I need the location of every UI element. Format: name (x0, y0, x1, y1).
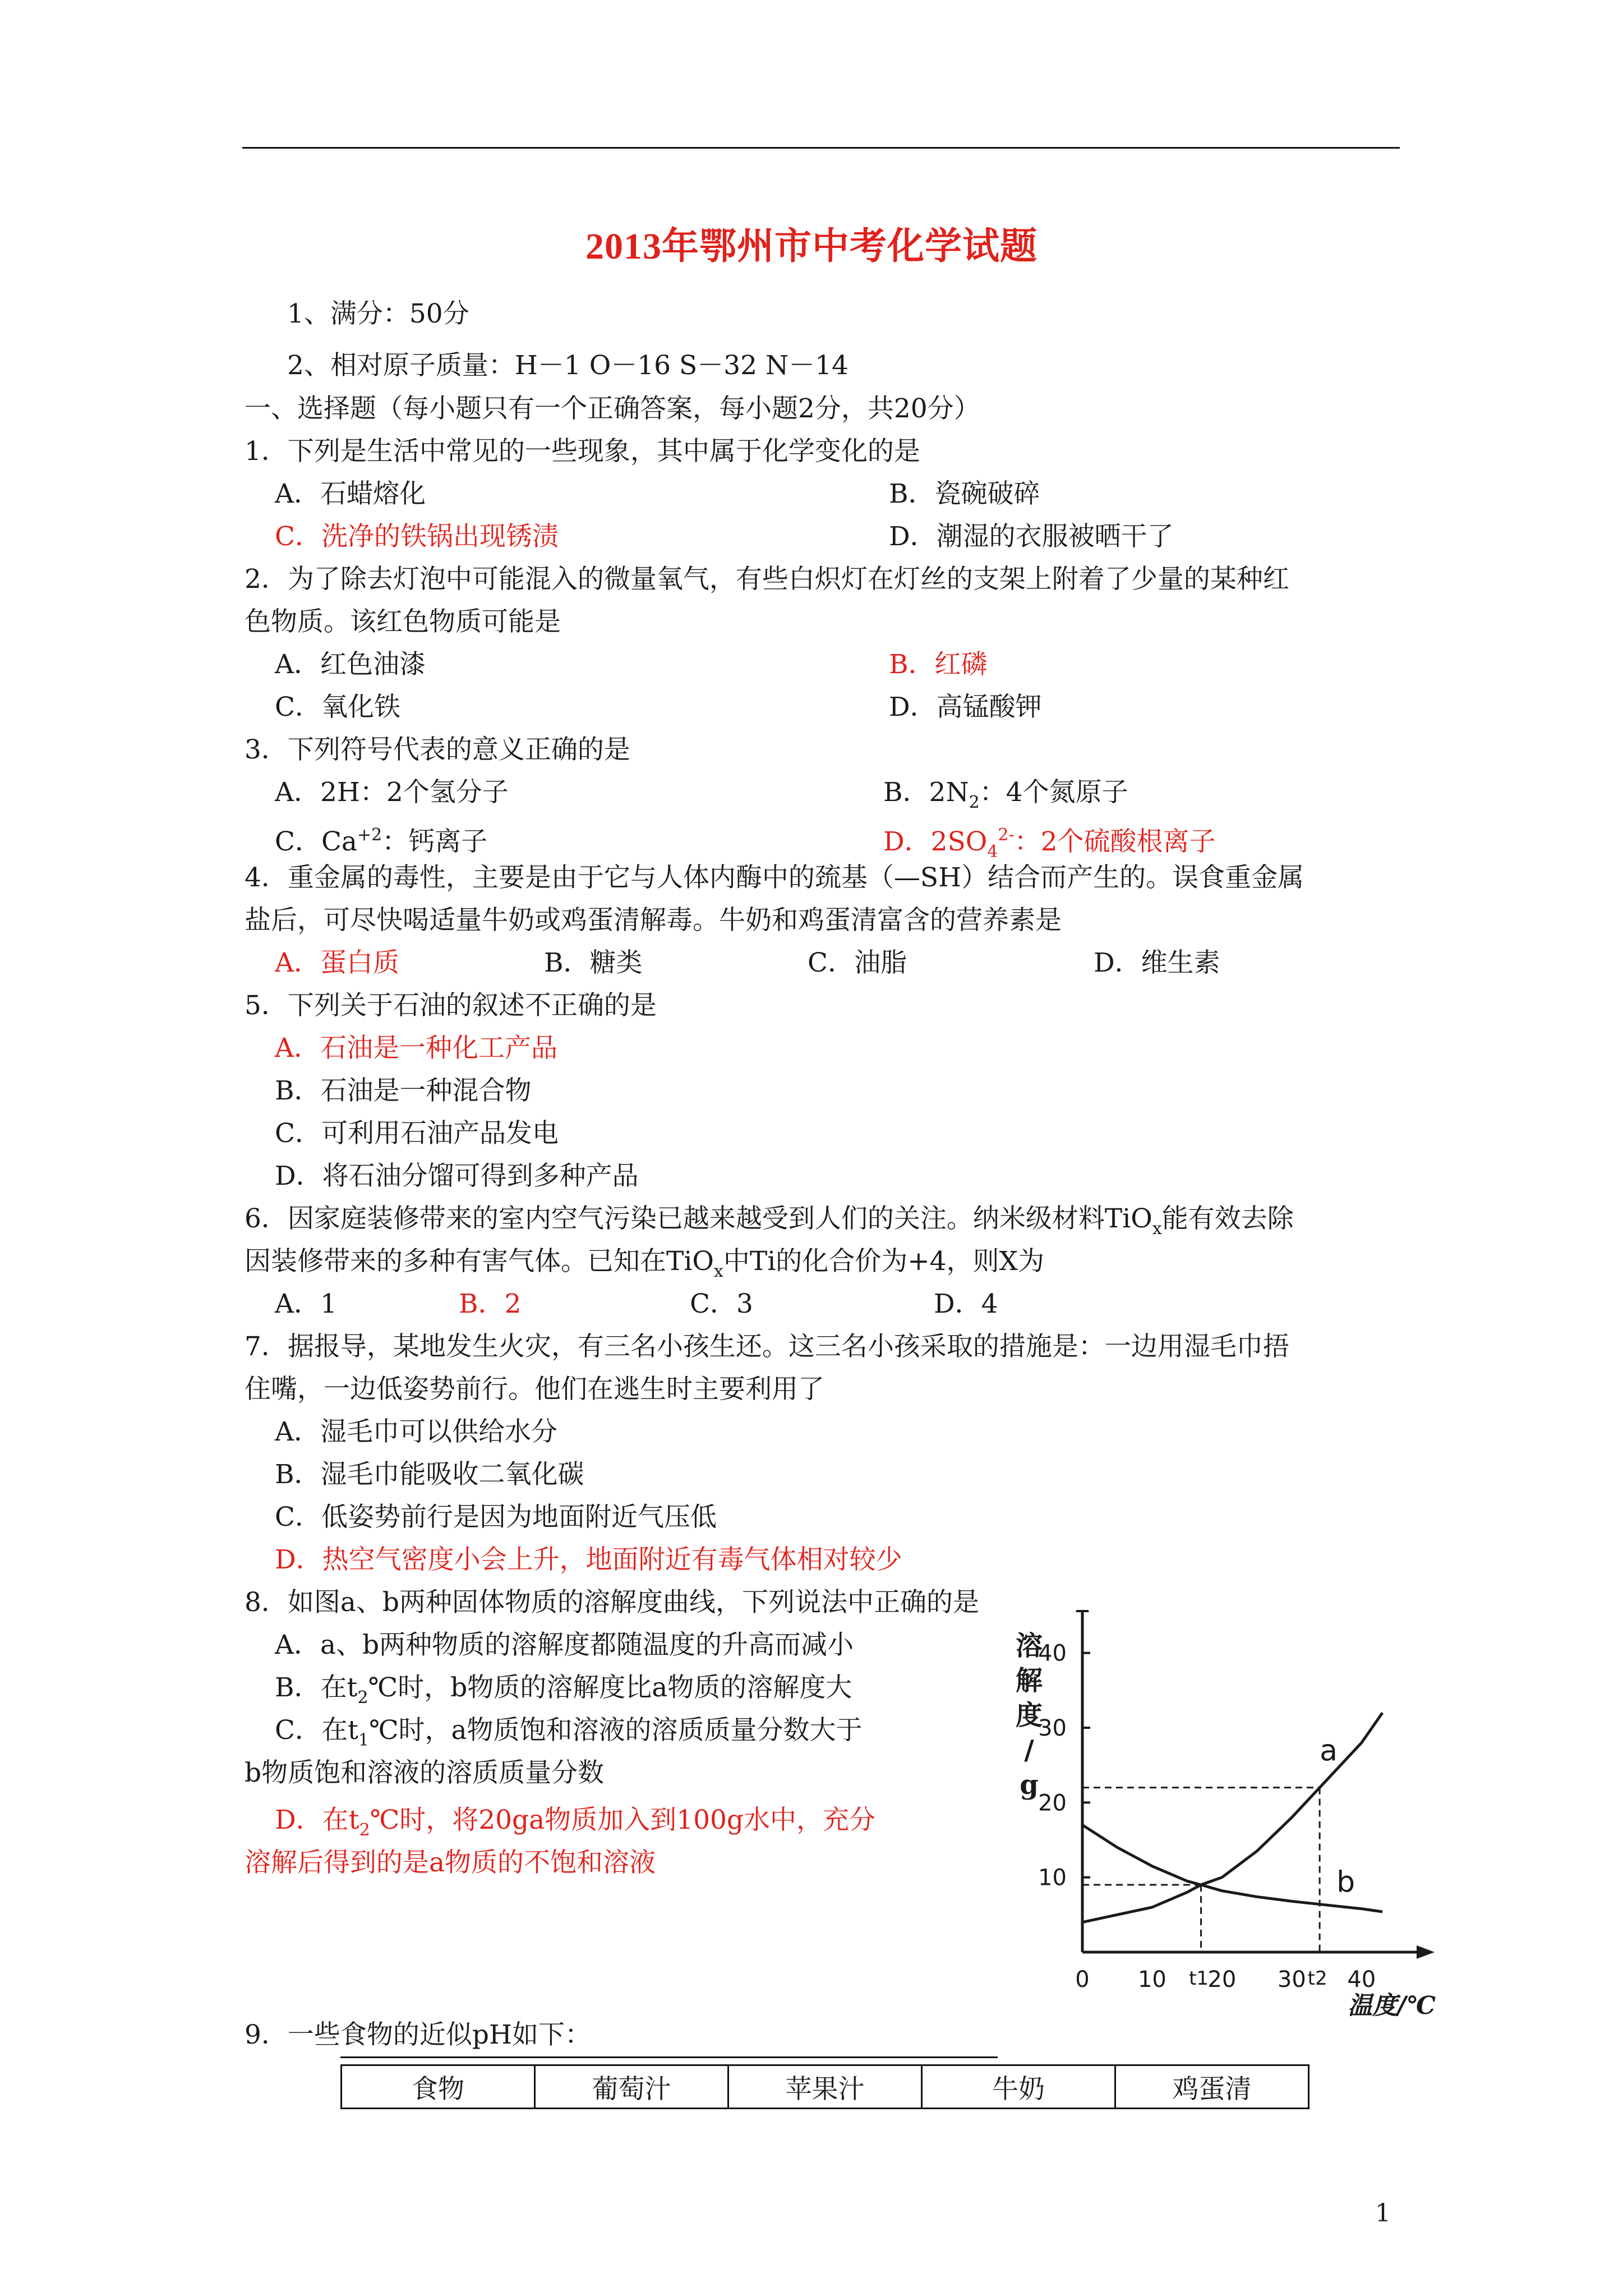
q3-stem: 3．下列符号代表的意义正确的是 (245, 734, 630, 765)
table-top-rule (340, 2056, 998, 2058)
page-title: 2013年鄂州市中考化学试题 (585, 226, 1038, 267)
table-header-cell: 苹果汁 (728, 2065, 922, 2109)
y-axis-label-char: 度 (1015, 1700, 1043, 1731)
note-score: 1、满分：50分 (287, 298, 469, 329)
q8-option-c: C．在$t_1℃$时，a物质饱和溶液的溶质质量分数大于 (275, 1715, 863, 1750)
x-axis-arrow (1417, 1945, 1435, 1959)
x-axis-label: 温度/℃ (1348, 1991, 1436, 2020)
table-header-cell: 鸡蛋清 (1115, 2065, 1309, 2109)
series-label-a: a (1320, 1734, 1338, 1768)
y-axis-label-char: 解 (1015, 1665, 1043, 1696)
x-tick-label: 30 (1277, 1967, 1306, 1993)
q3-option-c: C．$Ca^{+2}$：钙离子 (275, 825, 488, 857)
table-header-cell: 牛奶 (922, 2065, 1115, 2109)
solubility-chart (998, 1610, 1447, 2070)
y-axis-label-char: 溶 (1015, 1630, 1043, 1662)
x-tick-label: 0 (1075, 1967, 1090, 1993)
x-tick-label: 40 (1347, 1967, 1376, 1993)
section-heading: 一、选择题（每小题只有一个正确答案，每小题2分，共20分） (245, 393, 980, 424)
q9-stem: 9．一些食物的近似pH如下： (245, 2019, 591, 2050)
q2-option-d: D．高锰酸钾 (889, 692, 1042, 723)
q2-option-b: B．红磷 (889, 649, 988, 680)
y-tick-label: 40 (1038, 1640, 1067, 1667)
q5-stem: 5．下列关于石油的叙述不正确的是 (245, 990, 657, 1021)
q8-option-c-cont: b物质饱和溶液的溶质质量分数 (245, 1757, 605, 1788)
q1-stem: 1．下列是生活中常见的一些现象，其中属于化学变化的是 (245, 436, 920, 467)
q2-stem-line2: 色物质。该红色物质可能是 (245, 606, 561, 637)
q6-option-d: D．4 (934, 1289, 998, 1319)
q1-option-a: A．石蜡熔化 (275, 478, 426, 509)
q8-option-d-cont: 溶解后得到的是a物质的不饱和溶液 (245, 1847, 656, 1878)
y-tick-label: 10 (1038, 1865, 1067, 1891)
q7-option-d: D．热空气密度小会上升，地面附近有毒气体相对较少 (275, 1544, 902, 1575)
q6-option-c: C．3 (690, 1289, 753, 1319)
q4-option-a: A．蛋白质 (275, 947, 399, 978)
x-tick-label: 10 (1137, 1967, 1166, 1993)
t1-tick-label: t1 (1189, 1967, 1209, 1990)
table-header-cell: 葡萄汁 (535, 2065, 728, 2109)
q8-option-d: D．在$t_2℃$时，将20ga物质加入到100g水中，充分 (275, 1805, 875, 1840)
y-axis-arrow (1076, 1610, 1089, 1612)
q1-option-d: D．潮湿的衣服被晒干了 (889, 521, 1174, 552)
q7-option-b: B．湿毛巾能吸收二氧化碳 (275, 1459, 584, 1490)
q7-stem-line2: 住嘴，一边低姿势前行。他们在逃生时主要利用了 (245, 1374, 824, 1405)
q1-option-b: B．瓷碗破碎 (889, 478, 1040, 509)
y-axis-label-char: g (1020, 1769, 1039, 1801)
q6-option-b: B．2 (459, 1289, 522, 1319)
x-tick-label: 20 (1207, 1967, 1237, 1993)
q4-option-d: D．维生素 (1094, 947, 1220, 978)
q2-option-a: A．红色油漆 (275, 649, 426, 680)
q4-stem-line1: 4．重金属的毒性，主要是由于它与人体内酶中的巯基（—SH）结合而产生的。误食重金属 (245, 862, 1304, 893)
q5-option-b: B．石油是一种混合物 (275, 1075, 532, 1106)
q3-option-a: A．2H：2个氢分子 (275, 777, 509, 808)
table-header-cell: 食物 (342, 2065, 535, 2109)
q6-option-a: A．1 (275, 1289, 337, 1319)
t2-tick-label: t2 (1307, 1967, 1327, 1990)
q8-option-b: B．在$t_2℃$时，b物质的溶解度比a物质的溶解度大 (275, 1672, 852, 1708)
q3-option-d: D．$2SO_4^{2-}$：2个硫酸根离子 (883, 825, 1216, 862)
q4-option-b: B．糖类 (544, 947, 643, 978)
q2-stem-line1: 2．为了除去灯泡中可能混入的微量氧气，有些白炽灯在灯丝的支架上附着了少量的某种红 (245, 564, 1289, 595)
q7-option-c: C．低姿势前行是因为地面附近气压低 (275, 1502, 717, 1533)
q4-stem-line2: 盐后，可尽快喝适量牛奶或鸡蛋清解毒。牛奶和鸡蛋清富含的营养素是 (245, 905, 1062, 936)
header-rule (242, 147, 1400, 149)
ph-table (340, 2064, 1310, 2109)
q8-option-a: A．a、b两种物质的溶解度都随温度的升高而减小 (275, 1630, 854, 1660)
page-number: 1 (1375, 2199, 1391, 2228)
q5-option-d: D．将石油分馏可得到多种产品 (275, 1161, 639, 1191)
q5-option-a: A．石油是一种化工产品 (275, 1033, 557, 1064)
table-row (342, 2065, 1309, 2109)
y-tick-label: 30 (1038, 1715, 1067, 1741)
note-atomic-mass: 2、相对原子质量：H－1 O－16 S－32 N－14 (287, 350, 849, 381)
y-axis-label-char: / (1024, 1734, 1034, 1766)
q6-stem-line2: 因装修带来的多种有害气体。已知在TiO$_x$中Ti的化合价为+4，则X为 (245, 1246, 1044, 1281)
q2-option-c: C．氧化铁 (275, 692, 400, 723)
q8-stem: 8．如图a、b两种固体物质的溶解度曲线，下列说法中正确的是 (245, 1587, 980, 1618)
q3-option-b: B．$2N_2$：4个氮原子 (883, 777, 1128, 812)
q4-option-c: C．油脂 (808, 947, 907, 978)
y-tick-label: 20 (1038, 1790, 1067, 1816)
q1-option-c: C．洗净的铁锅出现锈渍 (275, 521, 559, 552)
q6-stem-line1: 6．因家庭装修带来的室内空气污染已越来越受到人们的关注。纳米级材料TiO$_x$能有效去除 (245, 1203, 1294, 1239)
q5-option-c: C．可利用石油产品发电 (275, 1118, 559, 1149)
series-label-b: b (1336, 1865, 1355, 1899)
q7-stem-line1: 7．据报导，某地发生火灾，有三名小孩生还。这三名小孩采取的措施是：一边用湿毛巾捂 (245, 1331, 1289, 1362)
q7-option-a: A．湿毛巾可以供给水分 (275, 1416, 557, 1447)
